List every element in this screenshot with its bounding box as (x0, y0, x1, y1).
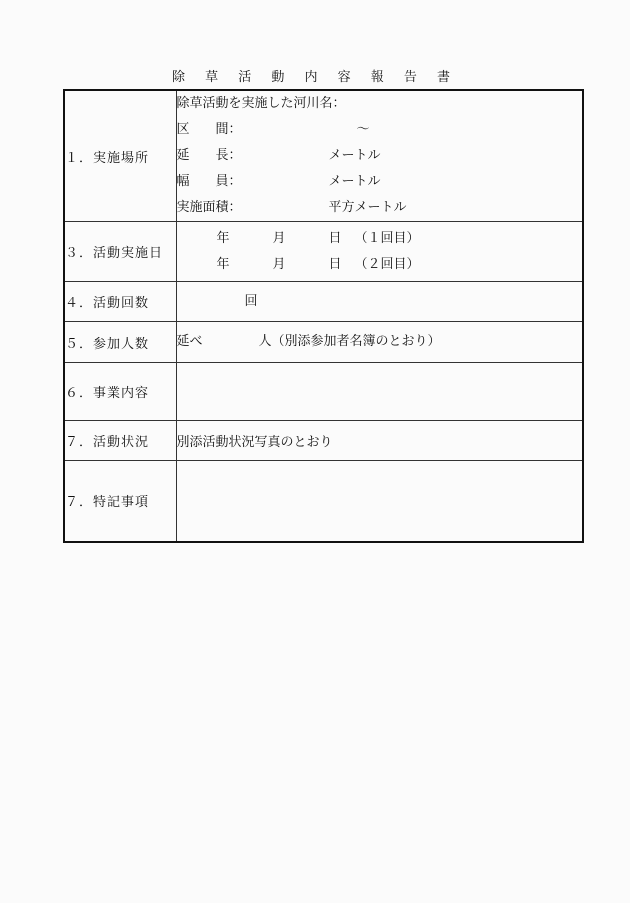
participants-prefix: 延べ (176, 334, 203, 349)
label-content: ６．事業内容 (64, 363, 176, 421)
row-content (64, 363, 583, 421)
participants-line (177, 329, 583, 355)
date-line-2 (177, 252, 583, 278)
value-place (176, 90, 583, 222)
row-date (64, 222, 583, 282)
length-label: 延 長： (176, 148, 242, 163)
value-count (176, 282, 583, 322)
row-notes (64, 461, 583, 542)
document-title: 除 草 活 動 内 容 報 告 書 (171, 70, 459, 85)
row-place (64, 90, 583, 222)
width-line (177, 169, 583, 195)
river-name-label: 除草活動を実施した河川名： (176, 96, 346, 111)
length-unit: メートル (328, 148, 381, 163)
area-line (177, 195, 583, 221)
count-unit: 回 (244, 293, 258, 309)
row-count (64, 282, 583, 322)
length-line (177, 143, 583, 169)
section-tilde: ～ (356, 122, 370, 137)
date1-day: 日 (328, 230, 342, 246)
value-participants (176, 322, 583, 363)
date2-month: 月 (272, 256, 286, 272)
date2-day: 日 (328, 256, 342, 272)
row-status (64, 421, 583, 461)
participants-suffix: 人（別添参加者名簿のとおり） (258, 334, 441, 349)
row-participants (64, 322, 583, 363)
section-label: 区 間： (176, 122, 242, 137)
date1-year: 年 (216, 230, 230, 246)
date1-round: （１回目） (354, 230, 420, 246)
date2-round: （２回目） (354, 256, 420, 272)
label-status: ７．活動状況 (64, 421, 176, 461)
width-label: 幅 員： (176, 174, 242, 189)
report-table (63, 89, 584, 543)
label-date: ３．活動実施日 (64, 222, 176, 282)
label-place: １．実施場所 (64, 90, 176, 222)
value-date (176, 222, 583, 282)
section-line (177, 117, 583, 143)
area-unit: 平方メートル (328, 200, 407, 215)
width-unit: メートル (328, 174, 381, 189)
date2-year: 年 (216, 256, 230, 272)
label-count: ４．活動回数 (64, 282, 176, 322)
date-line-1 (177, 226, 583, 252)
count-line (177, 289, 583, 315)
label-participants: ５．参加人数 (64, 322, 176, 363)
date1-month: 月 (272, 230, 286, 246)
value-status: 別添活動状況写真のとおり (176, 421, 583, 461)
value-content (176, 363, 583, 421)
river-name-line (177, 91, 583, 117)
value-notes (176, 461, 583, 542)
label-notes: ７．特記事項 (64, 461, 176, 542)
area-label: 実施面積： (176, 200, 242, 215)
